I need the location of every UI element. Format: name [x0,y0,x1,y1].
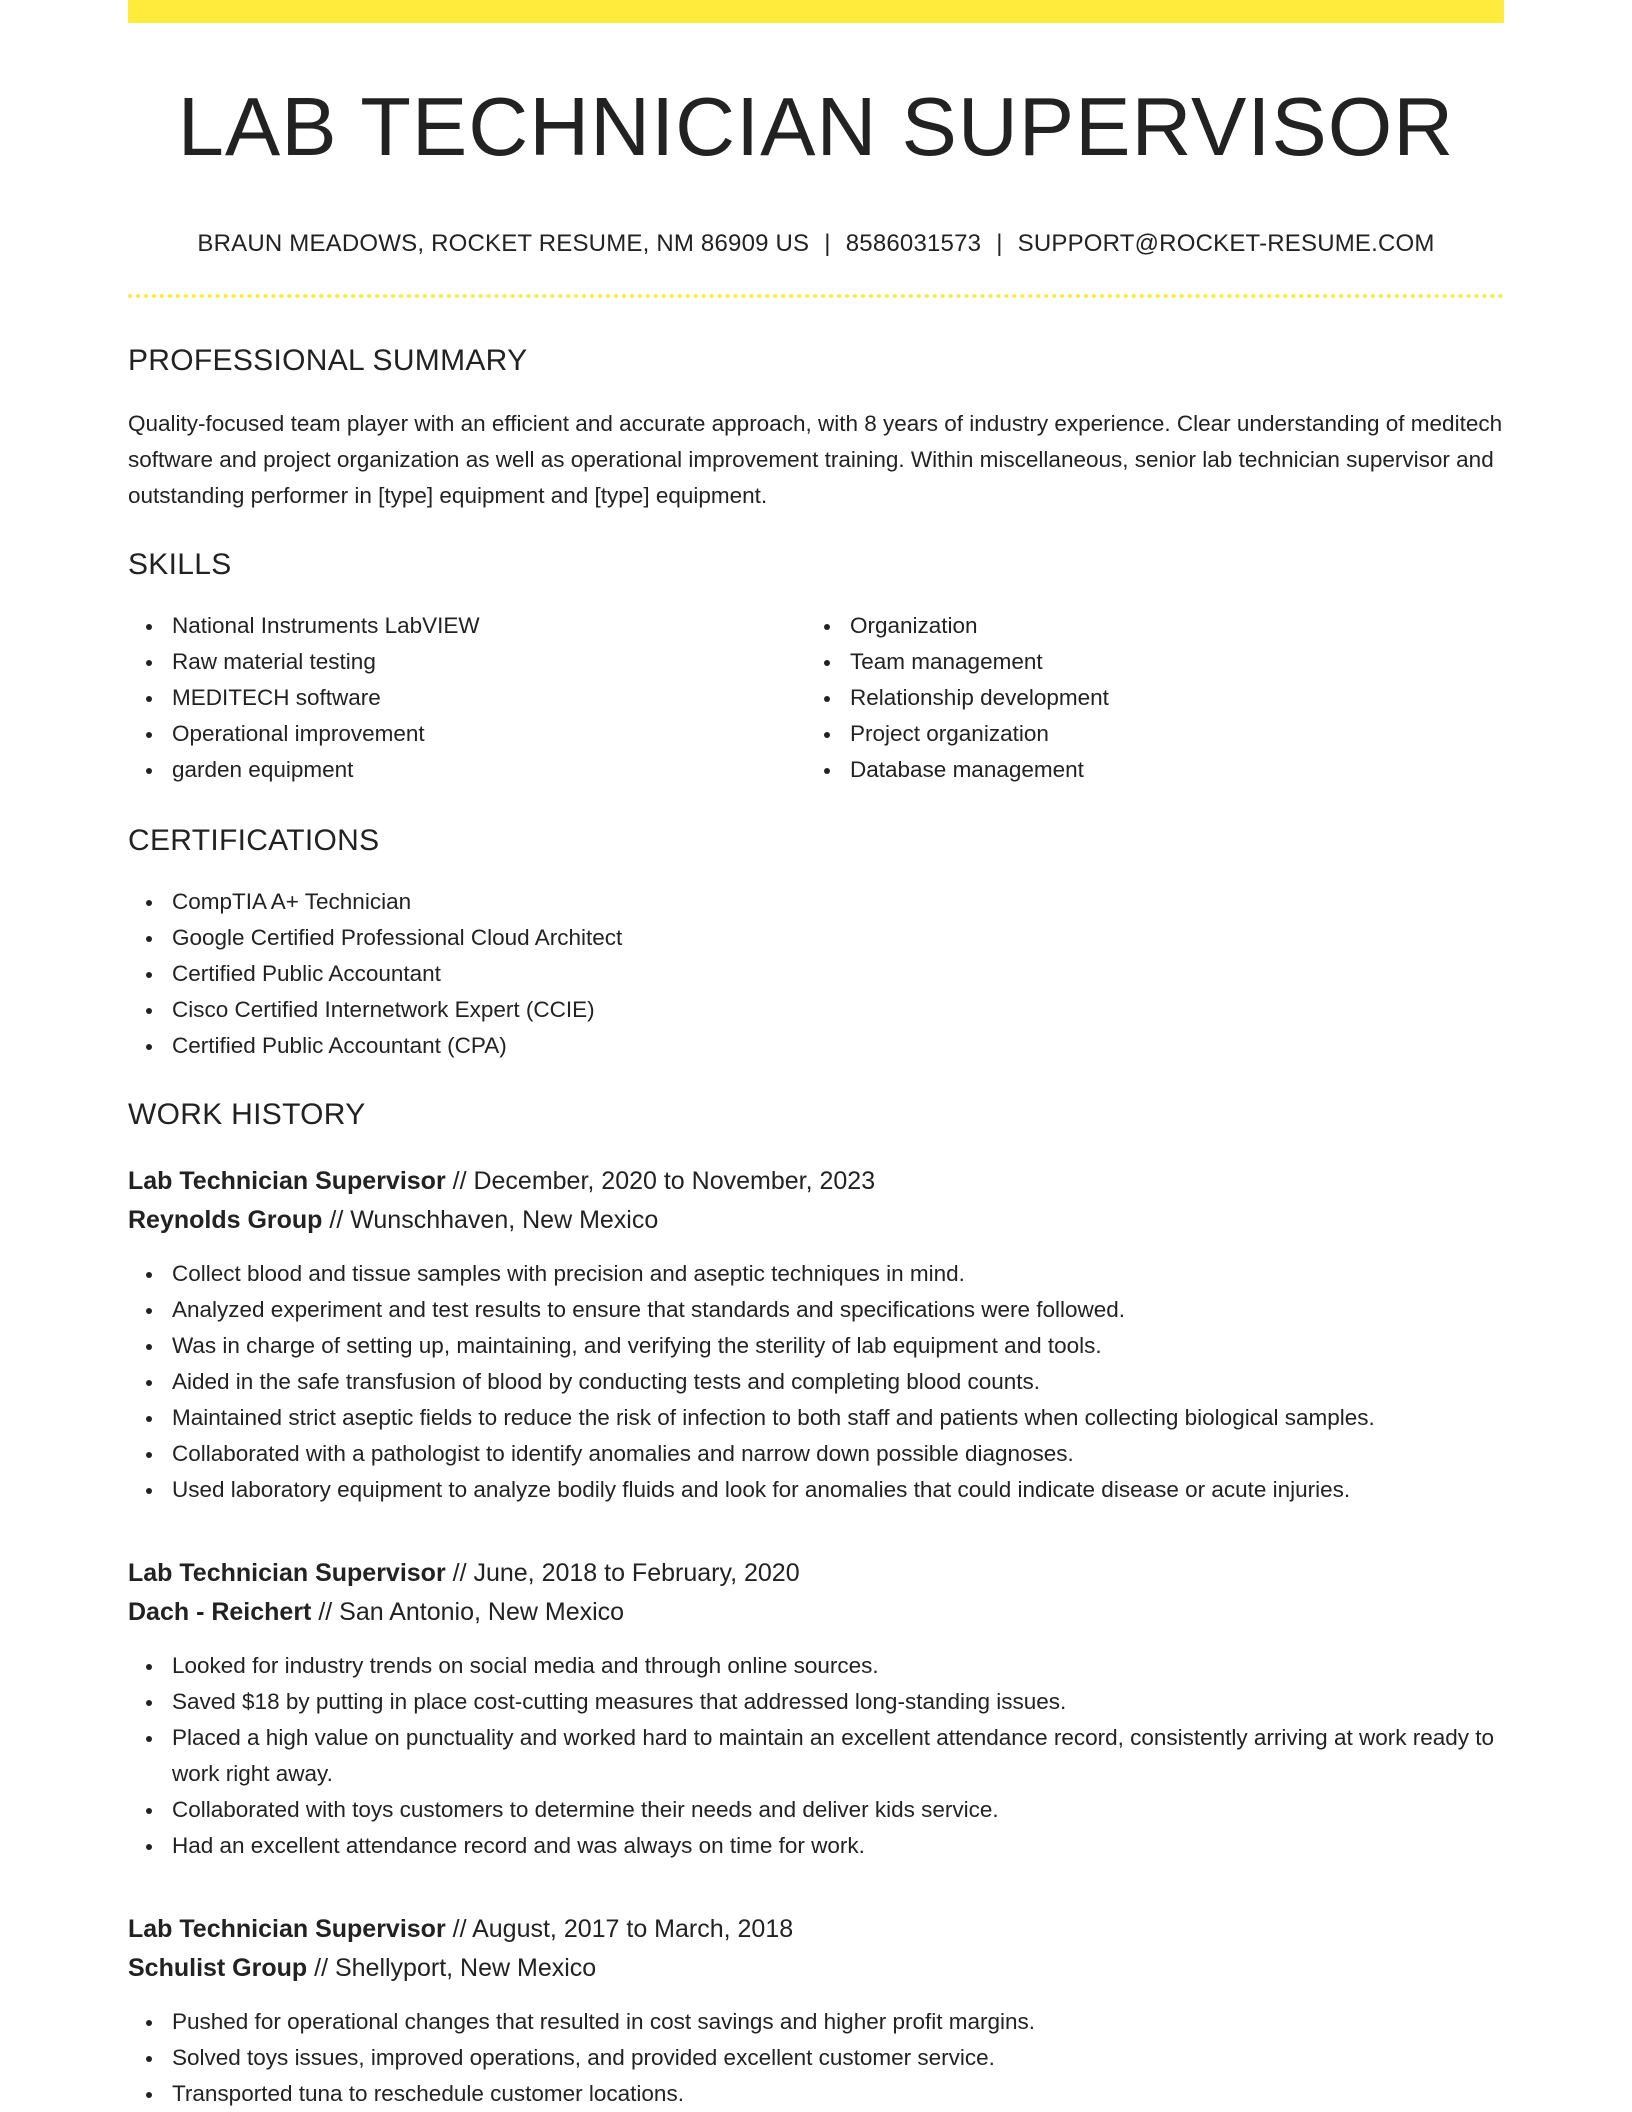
contact-address: BRAUN MEADOWS, ROCKET RESUME, NM 86909 US [197,230,810,257]
job-role-line [128,1910,1504,1949]
certifications-list [128,884,1504,1064]
summary-text: Quality-focused team player with an efficient and accurate approach, with 8 years of industry experience. Clear understanding of meditech software and project organization as well as operational improvement training. Within miscellaneous, senior lab technician supervisor and outstanding performer in [type] equipment and [type] equipment. [128,411,1503,508]
skills-list-right [806,608,1109,788]
dotted-divider [128,294,1504,298]
job-company-line [128,1593,1504,1632]
duty-item: Aided in the safe transfusion of blood by conducting tests and completing blood counts. [128,1364,1504,1400]
job-entry [128,1554,1504,1864]
contact-email[interactable]: SUPPORT@ROCKET-RESUME.COM [1017,230,1435,257]
job-company: Reynolds Group [128,1206,323,1234]
job-location: // San Antonio, New Mexico [311,1598,625,1626]
contact-separator: | [996,230,1003,257]
contact-line [128,232,1504,256]
duty-item: Maintained strict aseptic fields to reduce the risk of infection to both staff and patients when collecting biological samples. [128,1400,1504,1436]
job-company: Schulist Group [128,1954,308,1982]
resume-title: LAB TECHNICIAN SUPERVISOR [177,80,1455,173]
duty-item: Collaborated with toys customers to determine their needs and deliver kids service. [128,1792,1504,1828]
certifications-heading: CERTIFICATIONS [128,824,380,857]
job-role-line [128,1554,1504,1593]
duty-item: Saved $18 by putting in place cost-cutting measures that addressed long-standing issues. [128,1684,1504,1720]
contact-separator: | [824,230,831,257]
job-duties-list [128,2004,1504,2112]
skill-item: Organization [806,608,1109,644]
skills-heading: SKILLS [128,548,232,581]
job-duties-list [128,1256,1504,1508]
job-role: Lab Technician Supervisor [128,1915,446,1943]
job-dates: // June, 2018 to February, 2020 [445,1559,800,1587]
job-location: // Wunschhaven, New Mexico [322,1206,659,1234]
skills-columns [128,608,1504,788]
job-company-line [128,1201,1504,1240]
skills-list-left [128,608,806,788]
accent-bar [128,0,1504,23]
skill-item: Operational improvement [128,716,806,752]
job-duties-list [128,1648,1504,1864]
job-company-line [128,1949,1504,1988]
duty-item: Was in charge of setting up, maintaining, and verifying the sterility of lab equipment and tools. [128,1328,1504,1364]
certification-item: Google Certified Professional Cloud Architect [128,920,1504,956]
duty-item: Placed a high value on punctuality and worked hard to maintain an excellent attendance record, consistently arriving at work ready to work right away. [128,1720,1504,1792]
duty-item: Solved toys issues, improved operations, and provided excellent customer service. [128,2040,1504,2076]
job-location: // Shellyport, New Mexico [307,1954,597,1982]
duty-item: Transported tuna to reschedule customer locations. [128,2076,1504,2112]
job-dates: // December, 2020 to November, 2023 [445,1167,876,1195]
job-role: Lab Technician Supervisor [128,1167,446,1195]
job-entry [128,1162,1504,1508]
job-dates: // August, 2017 to March, 2018 [445,1915,794,1943]
resume-page [128,0,1504,2112]
skill-item: Relationship development [806,680,1109,716]
skill-item: Database management [806,752,1109,788]
skill-item: Raw material testing [128,644,806,680]
duty-item: Pushed for operational changes that resulted in cost savings and higher profit margins. [128,2004,1504,2040]
skill-item: garden equipment [128,752,806,788]
duty-item: Collect blood and tissue samples with precision and aseptic techniques in mind. [128,1256,1504,1292]
summary-heading: PROFESSIONAL SUMMARY [128,344,528,377]
work-history-heading: WORK HISTORY [128,1098,366,1131]
certification-item: CompTIA A+ Technician [128,884,1504,920]
skill-item: National Instruments LabVIEW [128,608,806,644]
job-role: Lab Technician Supervisor [128,1559,446,1587]
certification-item: Certified Public Accountant [128,956,1504,992]
duty-item: Had an excellent attendance record and was always on time for work. [128,1828,1504,1864]
certification-item: Cisco Certified Internetwork Expert (CCIE) [128,992,1504,1028]
duty-item: Collaborated with a pathologist to identify anomalies and narrow down possible diagnoses. [128,1436,1504,1472]
job-role-line [128,1162,1504,1201]
job-company: Dach - Reichert [128,1598,312,1626]
job-entry [128,1910,1504,2112]
certification-item: Certified Public Accountant (CPA) [128,1028,1504,1064]
contact-phone[interactable]: 8586031573 [845,230,982,257]
duty-item: Looked for industry trends on social media and through online sources. [128,1648,1504,1684]
skill-item: Project organization [806,716,1109,752]
skill-item: Team management [806,644,1109,680]
duty-item: Analyzed experiment and test results to ensure that standards and specifications were followed. [128,1292,1504,1328]
duty-item: Used laboratory equipment to analyze bodily fluids and look for anomalies that could indicate disease or acute injuries. [128,1472,1504,1508]
skill-item: MEDITECH software [128,680,806,716]
